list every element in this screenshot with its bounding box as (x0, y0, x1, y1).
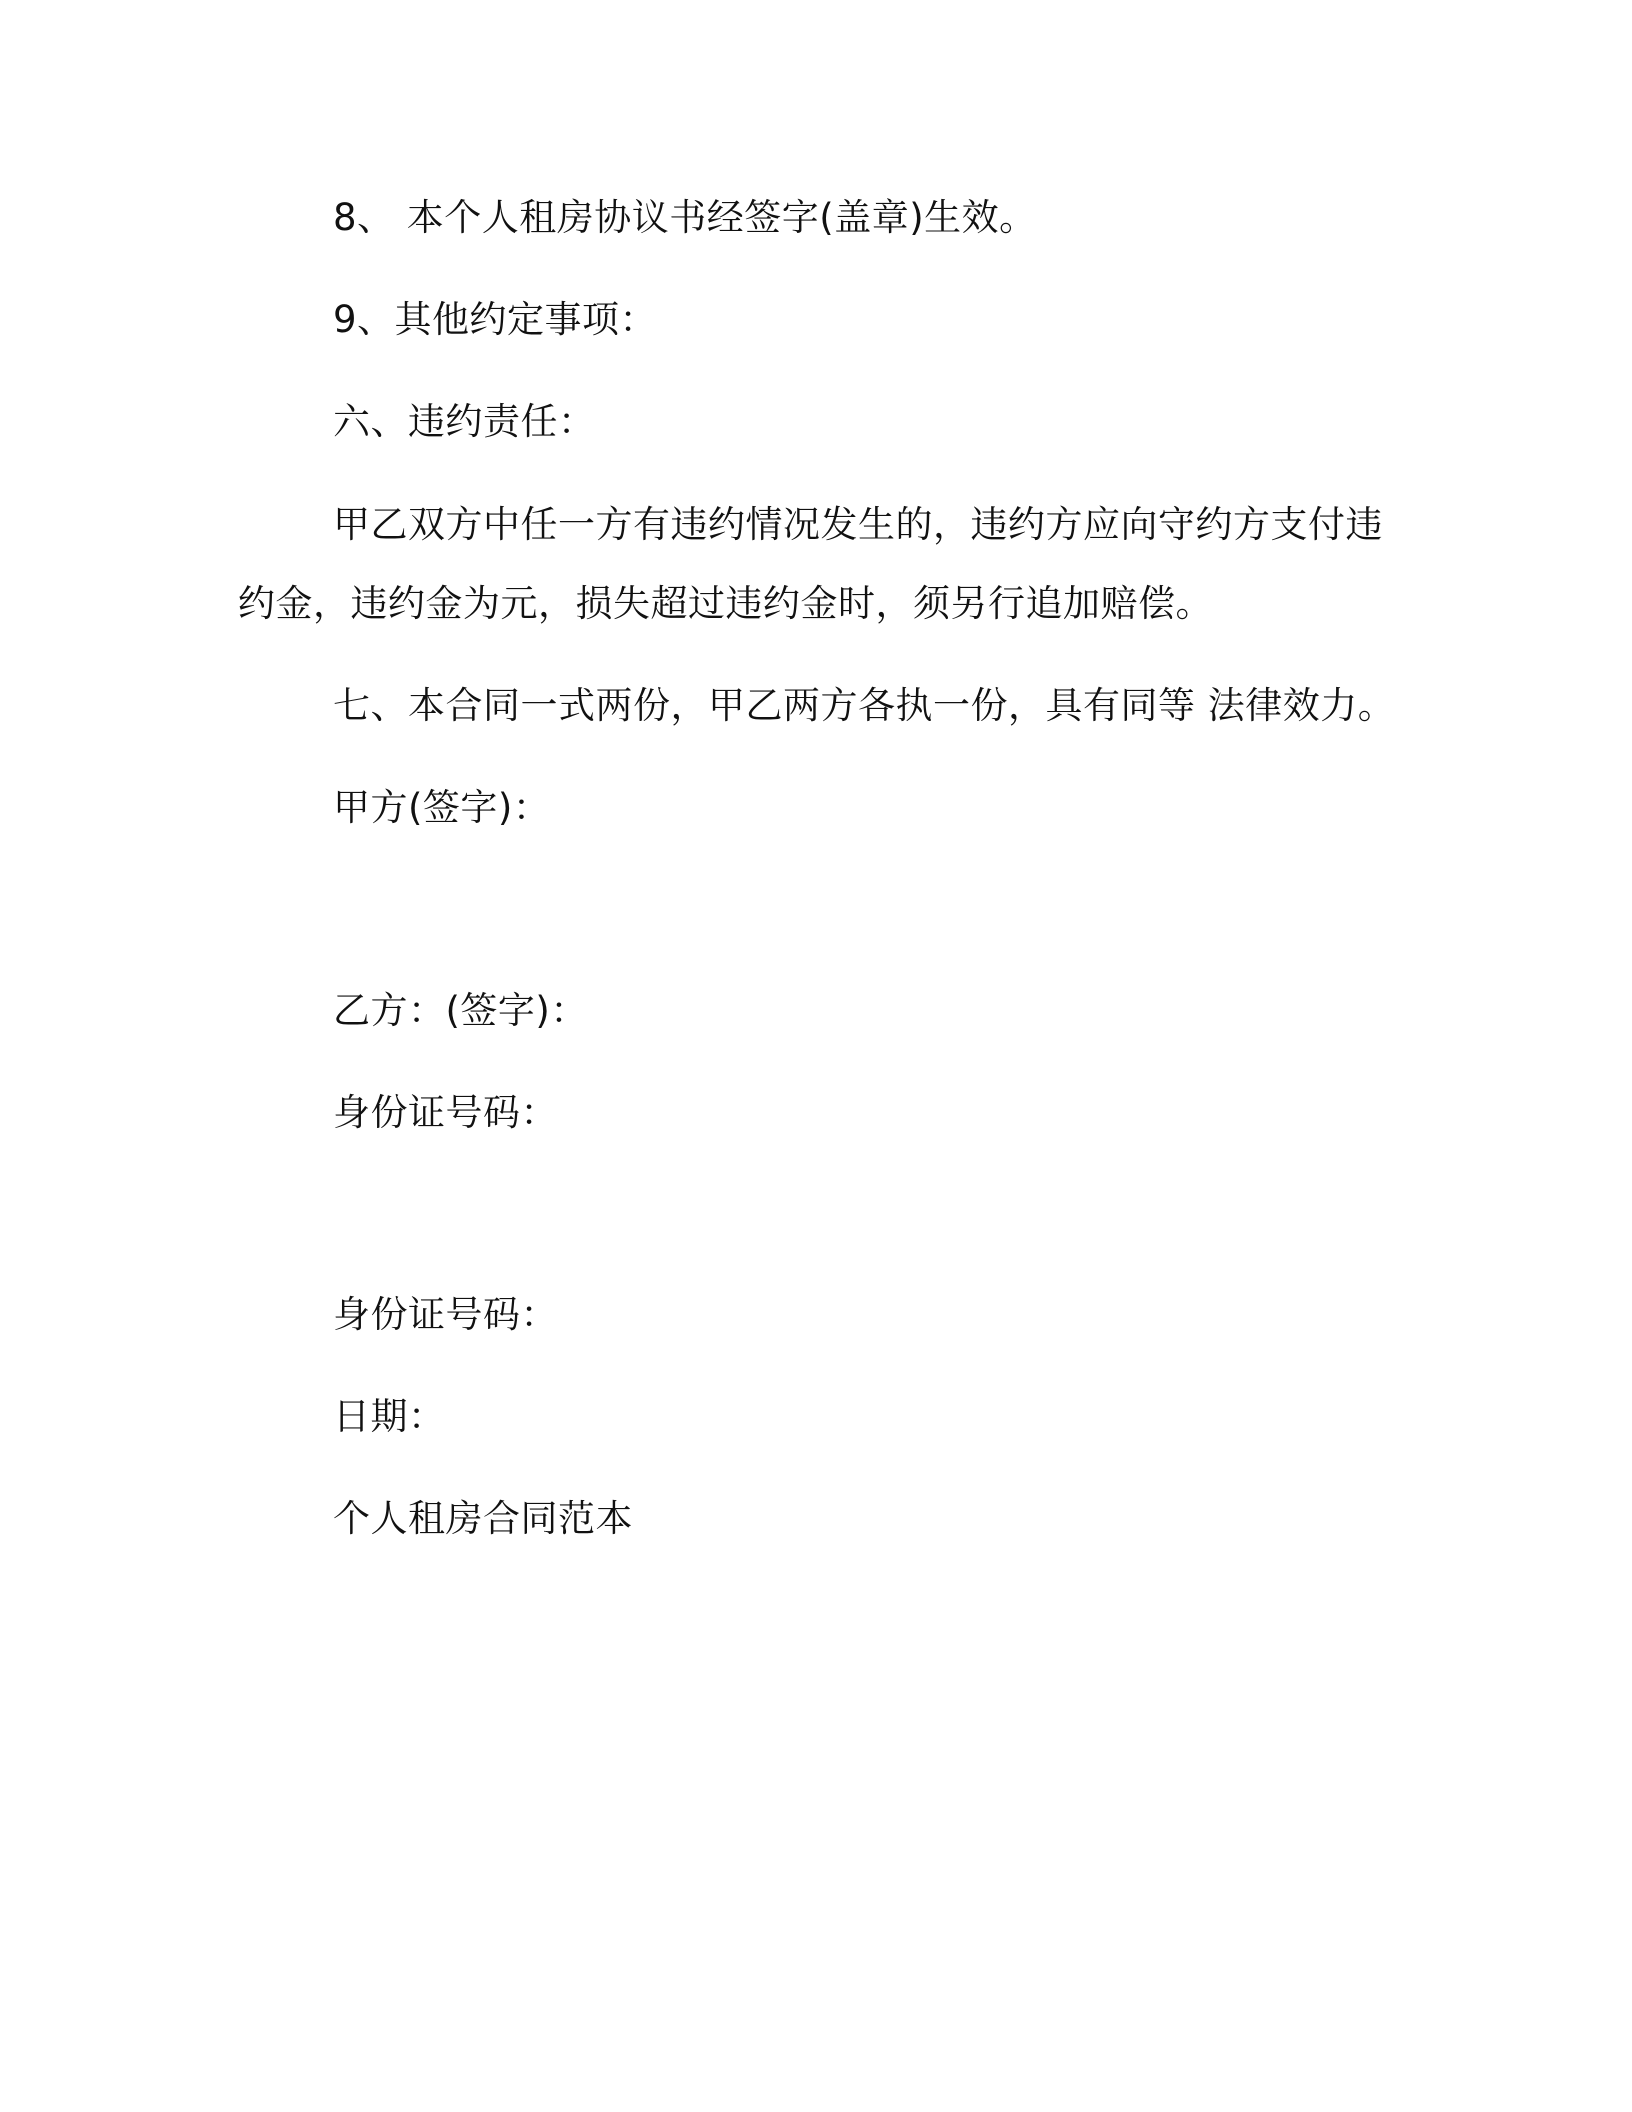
section-7-copies: 七、本合同一式两份，甲乙两方各执一份，具有同等 法律效力。 (333, 684, 1396, 727)
party-a-id-number-label: 身份证号码： (333, 1091, 558, 1134)
clause-8: 8、 本个人租房协议书经签字(盖章)生效。 (333, 196, 1037, 239)
party-b-signature-label: 乙方：(签字)： (333, 989, 588, 1032)
party-b-id-number-label: 身份证号码： (333, 1293, 558, 1336)
breach-paragraph-line-1: 甲乙双方中任一方有违约情况发生的，违约方应向守约方支付违 (333, 503, 1383, 546)
breach-paragraph-line-2: 约金，违约金为元，损失超过违约金时，须另行追加赔偿。 (238, 582, 1213, 625)
next-section-title: 个人租房合同范本 (333, 1497, 633, 1540)
section-6-heading: 六、违约责任： (333, 400, 596, 443)
clause-9: 9、其他约定事项： (333, 298, 658, 341)
date-label: 日期： (333, 1395, 446, 1438)
party-a-signature-label: 甲方(签字)： (333, 786, 551, 829)
